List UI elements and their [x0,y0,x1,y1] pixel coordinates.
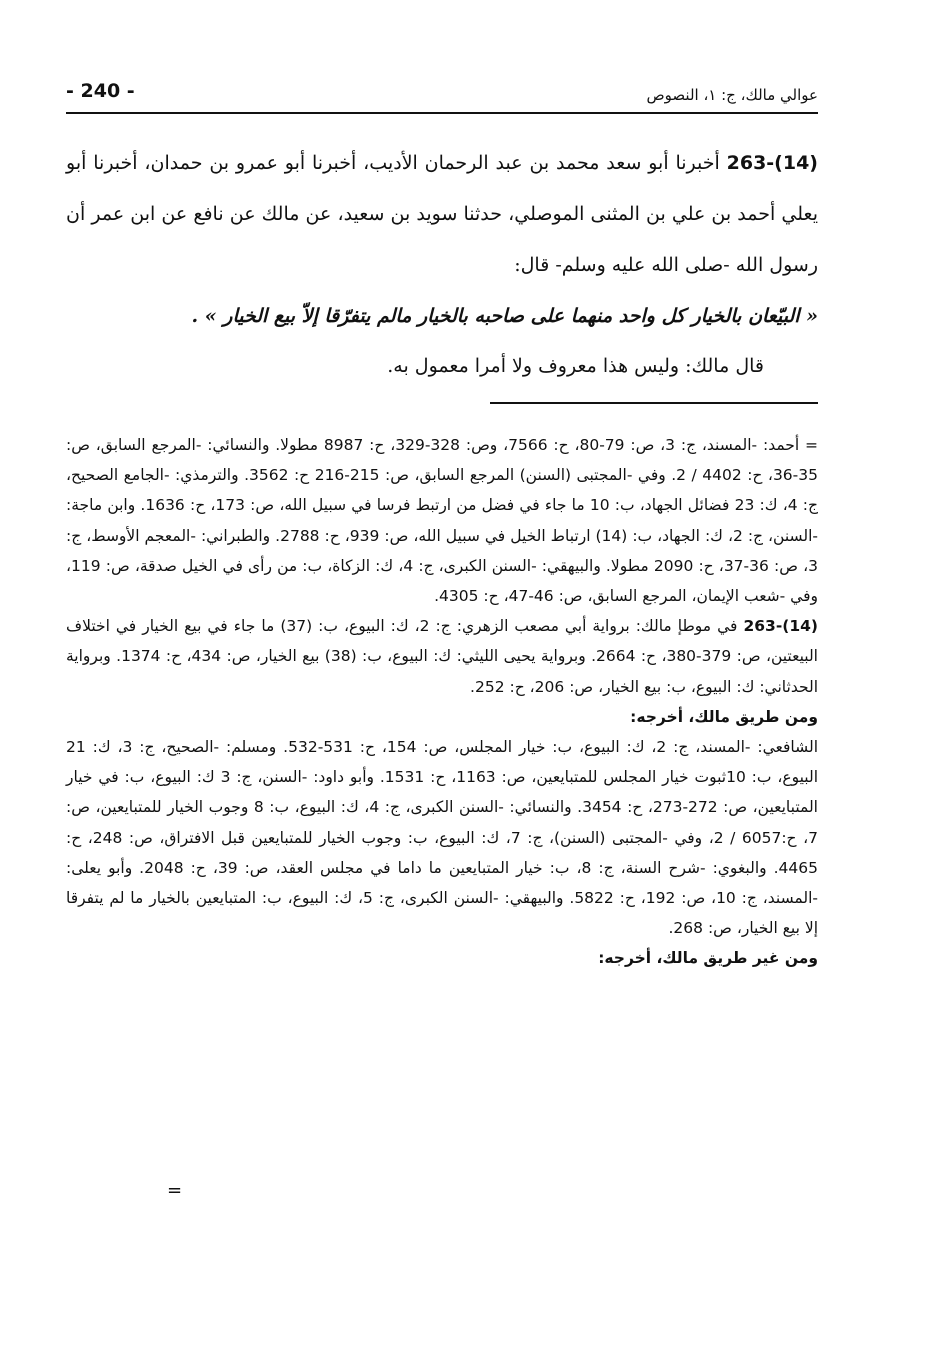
running-title: عوالي مالك، ج: ١، النصوص [646,86,818,104]
page-header [66,80,818,112]
footnotes [66,430,818,974]
footnote-continuation: = أحمد: -المسند، ج: 3، ص: 79-80، ح: 7566، وص: 328-329، ح: 8987 مطولا. والنسائي: -المرجع السابق، ص: 35-36، ح: 4402 / 2. وفي -المجتبى (السنن) المرجع السابق، ص: 215-216 ح: 3562. والترمذي: -الجامع الصحيح، ج: 4، ك: 23 فضائل الجهاد، ب: 10 ما جاء في فضل من ارتبط فرسا في سبيل الله، ص: 173، ح: 1636. وابن ماجة: -السنن، ج: 2، ك: الجهاد، ب: (14) ارتباط الخيل في سبيل الله، ص: 939، ح: 2788. والطبراني: -المعجم الأوسط، ج: 3، ص: 36-37، ح: 2090 مطولا. والبيهقي: -السنن الكبرى، ج: 4، ك: الزكاة، ب: من رأى في الخيل صدقة، ص: 119، وفي -شعب الإيمان، المرجع السابق، ص: 46-47، ح: 4305. [66,436,819,606]
continuation-mark: = [167,1180,183,1201]
isnad-text: أخبرنا أبو سعد محمد بن عبد الرحمان الأديب، أخبرنا أبو عمرو بن حمدان، أخبرنا أبو يعلي أحمد بن علي بن المثنى الموصلي، حدثنا سويد بن سعيد، عن مالك عن نافع عن ابن عمر أن رسول الله -صلى الله عليه وسلم- قال: [66,152,818,276]
footnote-263 [66,611,818,702]
footnote-heading-other: ومن غير طريق مالك، أخرجه: [598,949,818,968]
main-text [66,138,818,391]
footnote-sources-via-malik: الشافعي: -المسند، ج: 2، ك: البيوع، ب: خيار المجلس، ص: 154، ح: 531-532. ومسلم: -الصحيح، ج: 3، ك: 21 البيوع، ب: 10ثبوت خيار المجلس للمتبايعين، ص: 1163، ح: 1531. وأبو داود: -السنن، ج: 3 ك: البيوع، ب: في خيار المتبايعين، ص: 272-273، ح: 3454. والنسائي: -السنن الكبرى، ج: 4، ك: البيوع، ب: 8 وجوب الخيار للمتبايعين، ص: 7، ح:6057 / 2، وفي -المجتبى (السنن)، ج: 7، ك: البيوع، ب: وجوب الخيار للمتبايعين قبل الافتراق، ص: 248، ح: 4465. والبغوي: -شرح السنة، ج: 8، ب: خيار المتبايعين ما داما في مجلس العقد، ص: 39، ح: 2048. وأبو يعلى: -المسند، ج: 10، ص: 192، ح: 5822. والبيهقي: -السنن الكبرى، ج: 5، ك: البيوع، ب: المتبايعين بالخيار ما لم يتفرقا إلا بيع الخيار، ص: 268. [66,738,819,938]
page-number: - 240 - [66,80,135,102]
footnote-heading-via-malik: ومن طريق مالك، أخرجه: [630,707,818,726]
footnote-263-text: في موطإ مالك: برواية أبي مصعب الزهري: ج: 2، ك: البيوع، ب: (37) ما جاء في بيع الخيار في اختلاف البيعتين، ص: 379-380، ح: 2664. وبرواية يحيى الليثي: ك: البيوع، ب: (38) بيع الخيار، ص: 434، ح: 1374. وبرواية الحدثاني: ك: البيوع، ب: بيع الخيار، ص: 206، ح: 252. [66,617,818,696]
malik-comment: قال مالك: وليس هذا معروف ولا أمرا معمول به. [387,355,764,377]
entry-number: 263-(14) [726,152,818,174]
header-divider [66,112,818,114]
footnote-divider [490,402,818,404]
footnote-number: 263-(14) [743,617,818,636]
isnad-paragraph [66,138,818,291]
hadith-text: « البيّعان بالخيار كل واحد منهما على صاحبه بالخيار مالم يتفرّقا إلاّ بيع الخيار » . [191,305,818,327]
